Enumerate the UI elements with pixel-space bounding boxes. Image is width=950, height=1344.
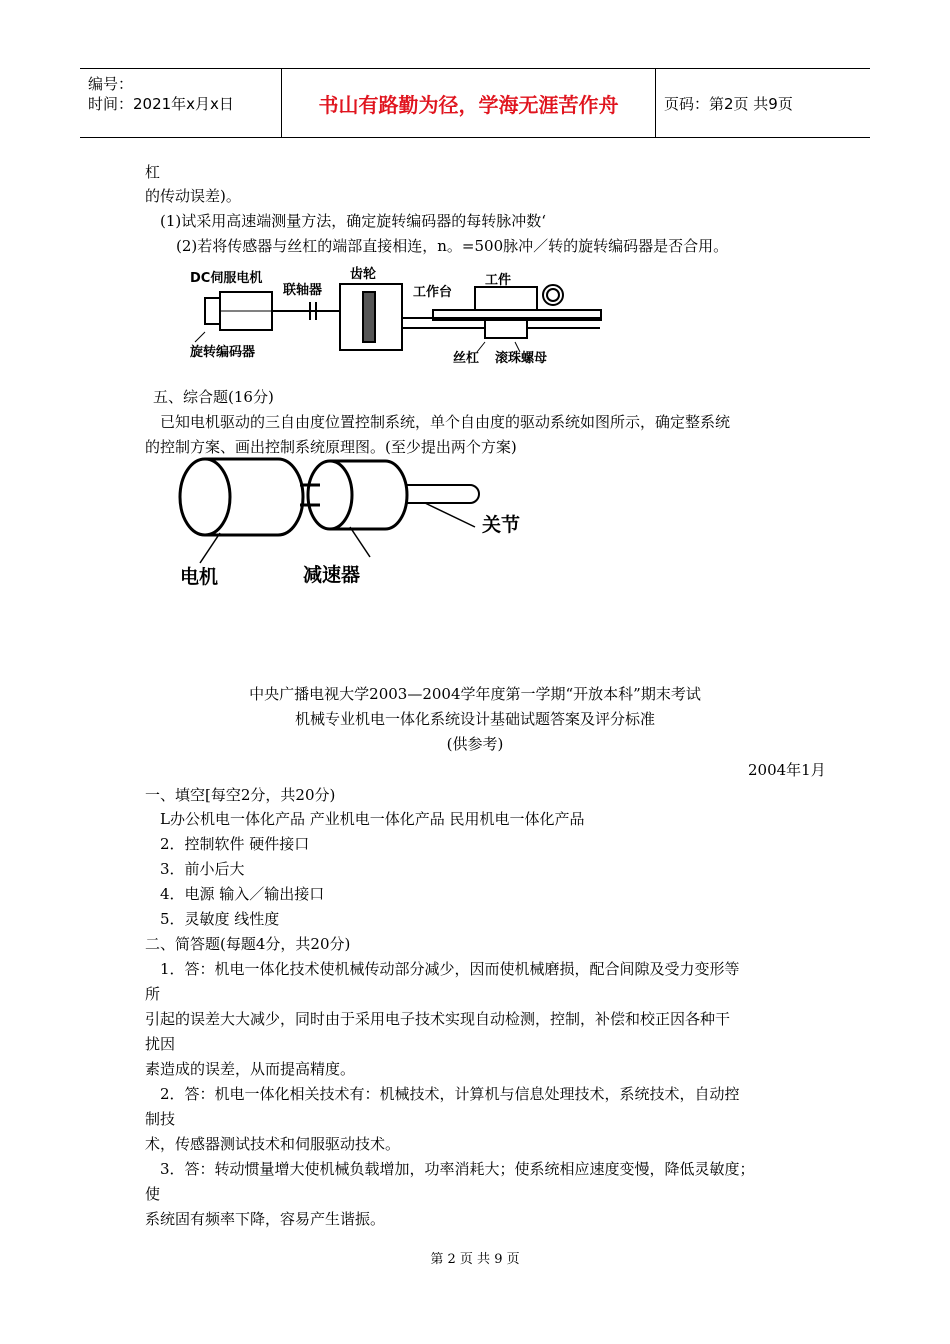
answer-note: (供参考) — [446, 735, 504, 753]
label-screw: 丝杠 — [453, 351, 480, 366]
encoder-body — [205, 298, 220, 324]
question-2: (2)若将传感器与丝杠的端部直接相连，n。=500脉冲／转的旋转编码器是否合用。 — [176, 237, 729, 255]
text-line: 的控制方案、画出控制系统原理图。(至少提出两个方案) — [145, 438, 517, 456]
short-answer: 引起的误差大大减少，同时由于采用电子技术实现自动检测，控制，补偿和校正因各种干 — [145, 1010, 731, 1028]
doc-time: 时间：2021年x月x日 — [88, 95, 234, 113]
label-table: 工作台 — [413, 285, 453, 300]
fill-answer: 2．控制软件 硬件接口 — [160, 835, 310, 853]
motor-front — [180, 459, 230, 535]
label-joint: 关节 — [482, 514, 521, 536]
short-answer: 制技 — [145, 1110, 176, 1128]
motor-reducer-figure — [170, 455, 550, 590]
short-answer: 所 — [145, 985, 161, 1003]
label-reducer: 减速器 — [303, 564, 361, 586]
question-1: (1)试采用高速端测量方法，确定旋转编码器的每转脉冲数‘ — [160, 212, 547, 230]
section-title: 五、综合题(16分) — [153, 388, 274, 406]
fill-answer: L办公机电一体化产品 产业机电一体化产品 民用机电一体化产品 — [160, 810, 585, 828]
answer-title: 中央广播电视大学2003—2004学年度第一学期“开放本科”期末考试 — [249, 685, 701, 703]
short-answer: 术，传感器测试技术和伺服驱动技术。 — [145, 1135, 401, 1153]
short-answer: 3．答：转动惯量增大使机械负载增加，功率消耗大；使系统相应速度变慢，降低灵敏度； — [160, 1160, 755, 1178]
doc-number: 编号： — [88, 75, 134, 93]
header-meta — [80, 69, 280, 137]
gear-teeth — [363, 292, 375, 342]
label-coupling: 联轴器 — [283, 283, 323, 298]
fill-answer: 4．电源 输入／输出接口 — [160, 885, 325, 903]
answer-date: 2004年1月 — [748, 761, 826, 779]
text-line: 的传动误差)。 — [145, 187, 241, 205]
page-footer: 第 2 页 共 9 页 — [430, 1252, 520, 1267]
ball-nut — [485, 320, 527, 338]
answer-subtitle: 机械专业机电一体化系统设计基础试题答案及评分标准 — [294, 710, 655, 728]
servo-drive-figure — [185, 262, 605, 367]
reducer-body — [330, 461, 407, 529]
label-encoder: 旋转编码器 — [190, 345, 256, 360]
reducer-front — [308, 461, 352, 529]
short-answer: 2．答：机电一体化相关技术有：机械技术，计算机与信息处理技术，系统技术，自动控 — [160, 1085, 740, 1103]
short-answer: 1．答：机电一体化技术使机械传动部分减少，因而使机械磨损，配合间隙及受力变形等 — [160, 960, 740, 978]
text-line: 杠 — [145, 163, 161, 181]
workpiece — [475, 287, 537, 310]
short-answer: 扰因 — [145, 1035, 176, 1053]
motor-body — [205, 459, 303, 535]
label-workpiece: 工件 — [485, 273, 512, 288]
header-motto: 书山有路勤为径，学海无涯苦作舟 — [281, 69, 656, 137]
section-title: 二、简答题(每题4分，共20分) — [145, 935, 351, 953]
label-ball-nut: 滚珠螺母 — [495, 351, 548, 366]
short-answer: 素造成的误差，从而提高精度。 — [145, 1060, 356, 1078]
header-page-number: 页码：第2页 共9页 — [664, 94, 793, 113]
page-header — [80, 68, 870, 138]
short-answer: 使 — [145, 1185, 161, 1203]
fill-answer: 5．灵敏度 线性度 — [160, 910, 280, 928]
text-line: 已知电机驱动的三自由度位置控制系统，单个自由度的驱动系统如图所示，确定整系统 — [160, 413, 731, 431]
section-title: 一、填空[每空2分，共20分) — [145, 786, 336, 804]
label-gear: 齿轮 — [350, 267, 377, 282]
short-answer: 系统固有频率下降，容易产生谐振。 — [145, 1210, 386, 1228]
label-dc-motor: DC伺服电机 — [190, 271, 263, 286]
label-motor: 电机 — [180, 566, 219, 588]
fill-answer: 3．前小后大 — [160, 860, 245, 878]
